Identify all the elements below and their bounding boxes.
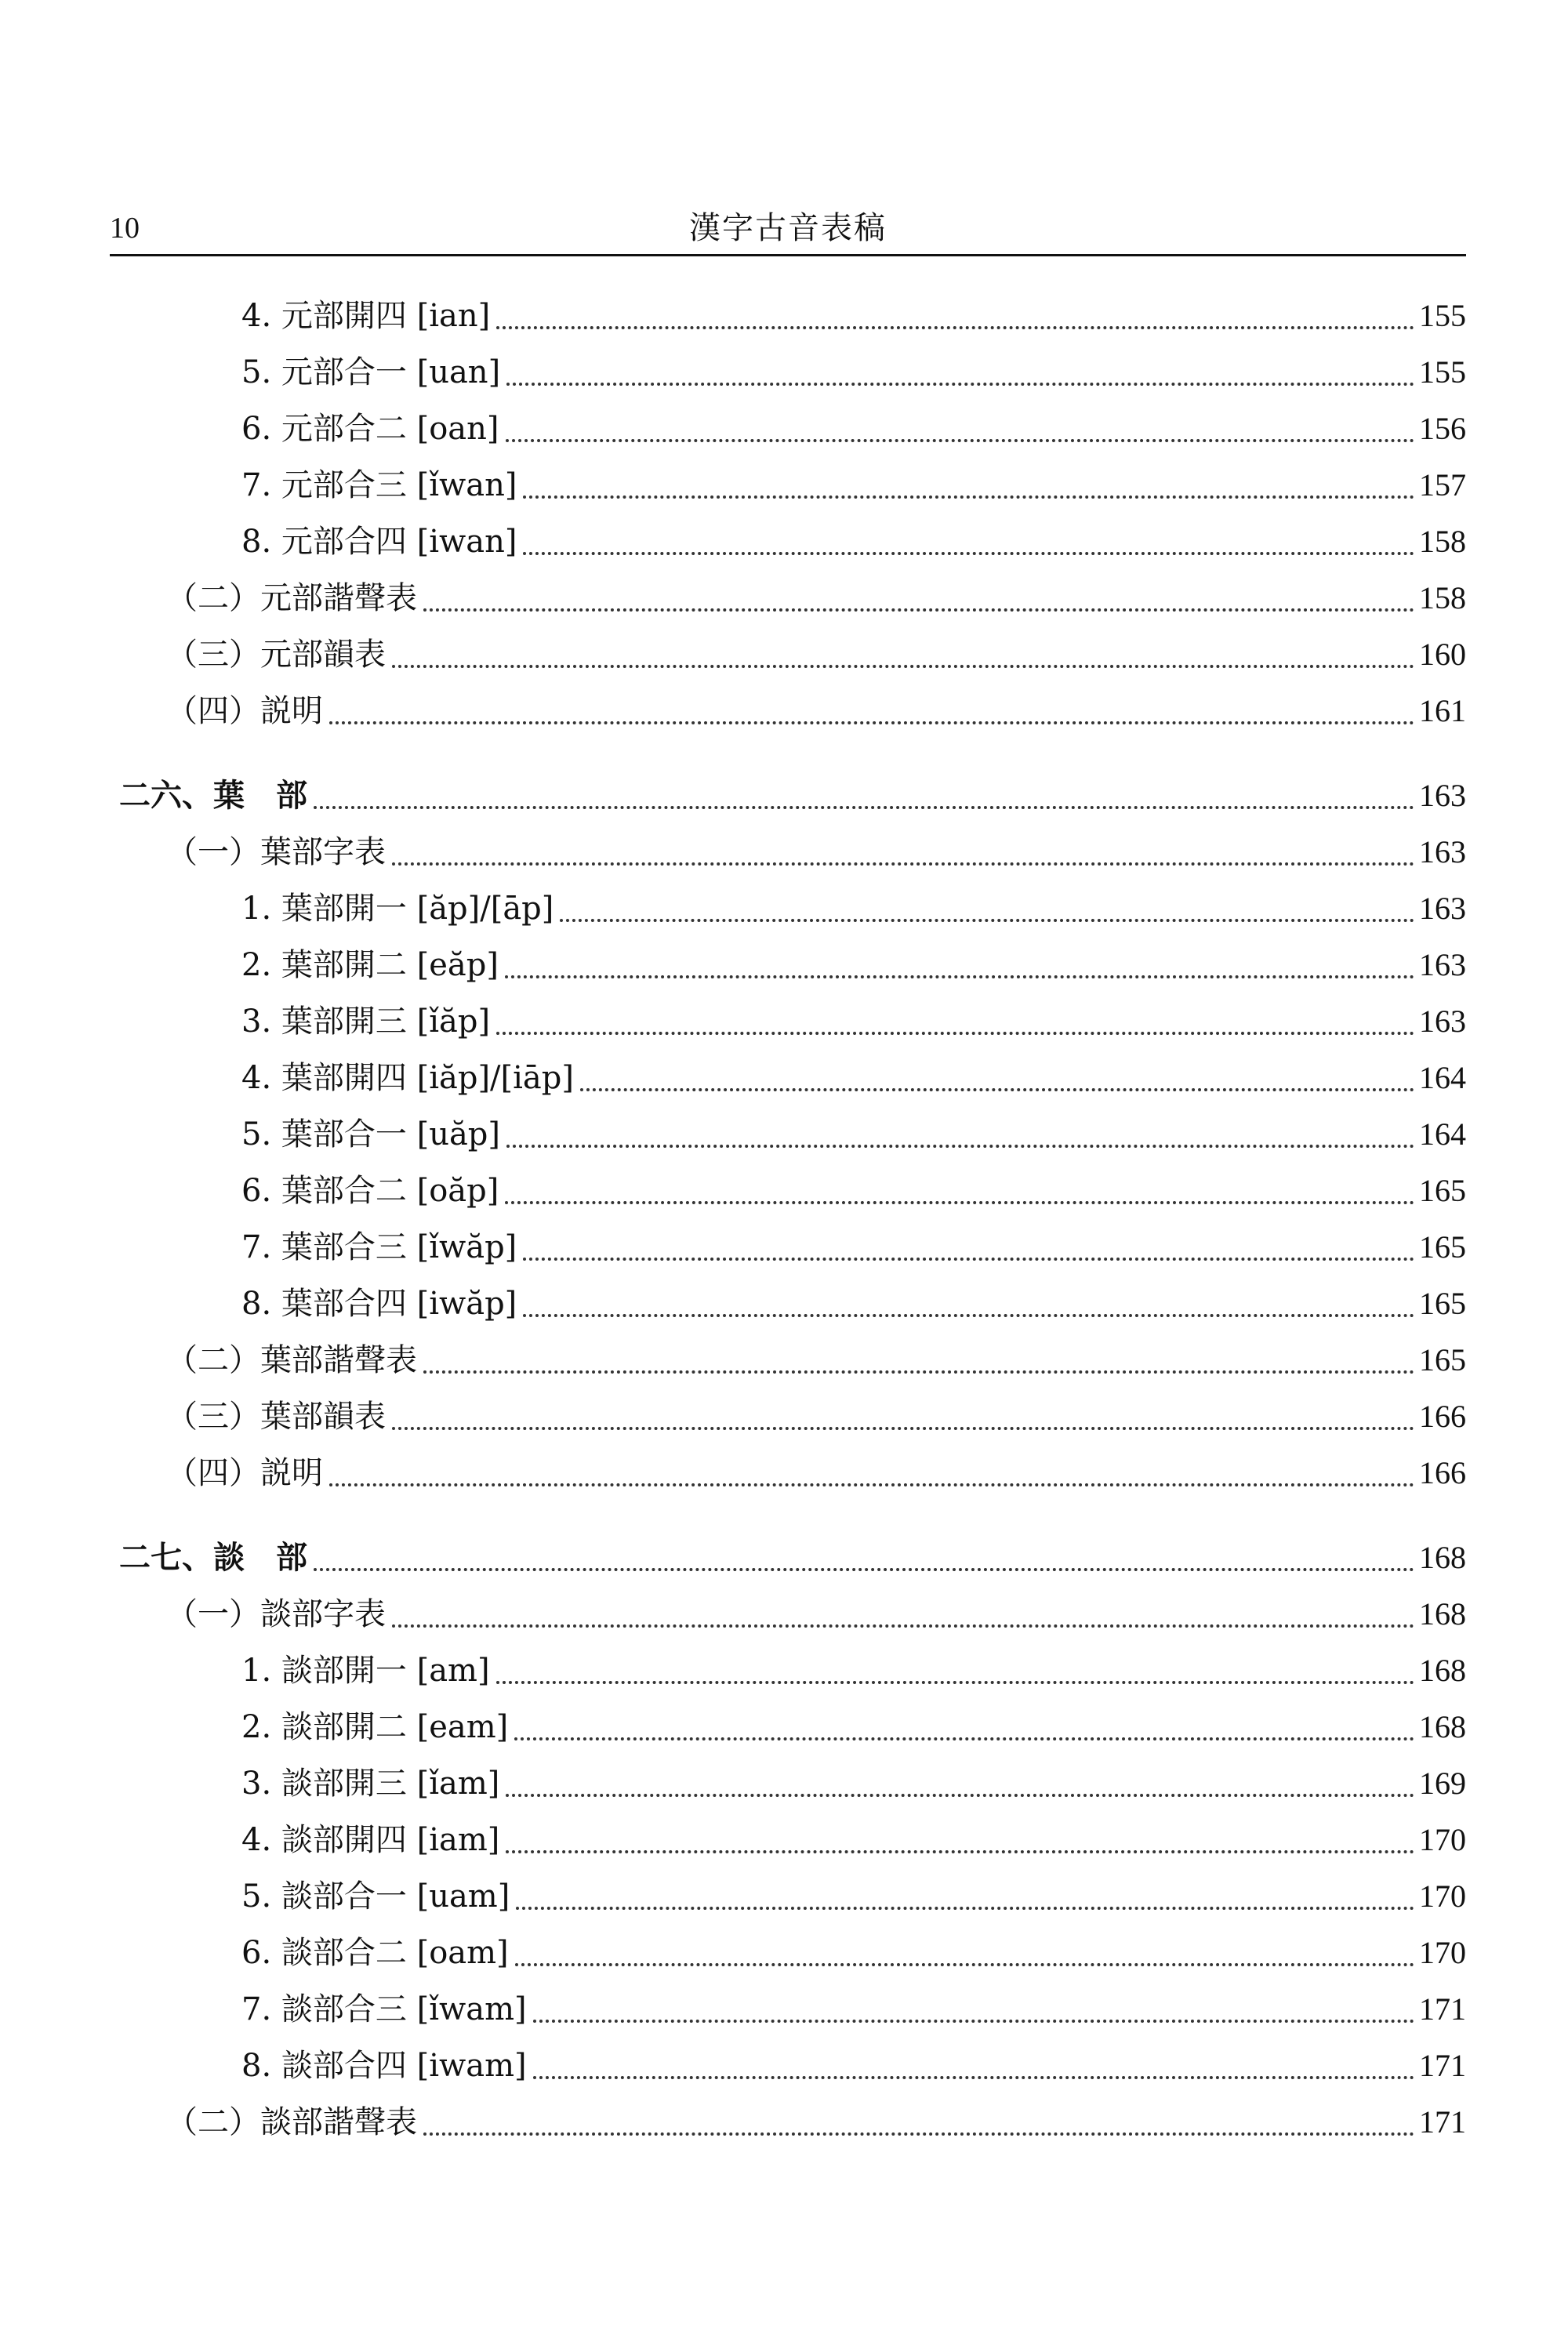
- toc-entry-label: 2. 葉部開二 [eăp]: [241, 947, 499, 983]
- toc-entry-label: 6. 葉部合二 [oăp]: [241, 1173, 499, 1209]
- toc-entry-label: 8. 元部合四 [iwan]: [241, 524, 517, 560]
- toc-entry-label: （二）談部諧聲表: [166, 2104, 417, 2140]
- toc-entry[interactable]: [166, 828, 1466, 877]
- toc-entry-label: 4. 談部開四 [iam]: [241, 1822, 500, 1858]
- dot-leader: [523, 1314, 1414, 1317]
- toc-entry-page: 171: [1419, 2104, 1466, 2140]
- toc-entry[interactable]: [241, 1985, 1466, 2034]
- toc-entry-label: 8. 談部合四 [iwam]: [241, 2048, 527, 2084]
- dot-leader: [329, 721, 1414, 724]
- toc-entry-page: 164: [1419, 1116, 1466, 1152]
- toc-entry-label: 3. 談部開三 [ǐam]: [241, 1766, 500, 1802]
- toc-entry-page: 165: [1419, 1286, 1466, 1321]
- toc-entry[interactable]: [166, 630, 1466, 679]
- toc-entry[interactable]: [166, 574, 1466, 622]
- dot-leader: [496, 326, 1414, 329]
- dot-leader: [496, 1681, 1414, 1684]
- dot-leader: [515, 1963, 1414, 1966]
- toc-entry[interactable]: [241, 1816, 1466, 1864]
- toc-entry-page: 158: [1419, 580, 1466, 615]
- toc-entry[interactable]: [241, 1872, 1466, 1921]
- toc-entry-page: 165: [1419, 1173, 1466, 1208]
- toc-entry[interactable]: [166, 687, 1466, 735]
- dot-leader: [514, 1737, 1414, 1740]
- toc-entry[interactable]: [241, 348, 1466, 397]
- toc-entry-label: 8. 葉部合四 [iwăp]: [241, 1286, 517, 1322]
- toc-entry[interactable]: [241, 1929, 1466, 1977]
- toc-entry-label: （四）説明: [166, 693, 323, 729]
- toc-entry-label: 二六、葉 部: [119, 777, 307, 814]
- toc-entry[interactable]: [166, 1449, 1466, 1497]
- toc-entry[interactable]: [166, 1392, 1466, 1441]
- dot-leader: [505, 1201, 1414, 1204]
- toc-entry-label: 5. 元部合一 [uan]: [241, 354, 501, 390]
- toc-entry-label: （一）談部字表: [166, 1596, 386, 1632]
- dot-leader: [506, 383, 1414, 386]
- toc-entry[interactable]: [241, 1759, 1466, 1808]
- toc-entry-page: 168: [1419, 1596, 1466, 1632]
- dot-leader: [523, 552, 1414, 555]
- toc-entry[interactable]: [241, 461, 1466, 510]
- toc-entry-label: 6. 談部合二 [oam]: [241, 1935, 509, 1971]
- toc-entry-page: 160: [1419, 637, 1466, 672]
- dot-leader: [560, 919, 1414, 922]
- toc-entry[interactable]: [241, 1054, 1466, 1102]
- toc-entry-label: 4. 元部開四 [ian]: [241, 298, 491, 334]
- toc-entry-label: 1. 葉部開一 [ăp]/[āp]: [241, 891, 554, 927]
- toc-entry-label: 3. 葉部開三 [ǐăp]: [241, 1004, 491, 1040]
- toc-entry-page: 164: [1419, 1060, 1466, 1095]
- toc-entry-page: 170: [1419, 1822, 1466, 1857]
- toc-entry-label: 4. 葉部開四 [iăp]/[iāp]: [241, 1060, 574, 1096]
- toc-entry[interactable]: [241, 1703, 1466, 1751]
- toc-entry[interactable]: [241, 1279, 1466, 1328]
- dot-leader: [533, 2076, 1414, 2079]
- toc-entry-page: 169: [1419, 1766, 1466, 1801]
- dot-leader: [506, 1850, 1414, 1853]
- dot-leader: [533, 2020, 1414, 2023]
- toc-entry-label: 5. 葉部合一 [uăp]: [241, 1116, 501, 1152]
- toc-entry[interactable]: [241, 292, 1466, 340]
- toc-entry[interactable]: [241, 1646, 1466, 1695]
- toc-entry-label: 6. 元部合二 [oan]: [241, 411, 499, 447]
- dot-leader: [392, 862, 1414, 866]
- dot-leader: [505, 975, 1414, 978]
- toc-entry[interactable]: [241, 997, 1466, 1046]
- dot-leader: [314, 806, 1414, 809]
- toc-entry-label: （三）元部韻表: [166, 637, 386, 673]
- toc-entry-page: 163: [1419, 947, 1466, 982]
- toc-entry-page: 163: [1419, 778, 1466, 813]
- toc-entry-label: 7. 談部合三 [ǐwam]: [241, 1991, 527, 2027]
- toc-entry[interactable]: [241, 1167, 1466, 1215]
- dot-leader: [392, 1624, 1414, 1628]
- dot-leader: [314, 1568, 1414, 1571]
- toc-entry[interactable]: [241, 517, 1466, 566]
- toc-entry-page: 161: [1419, 693, 1466, 728]
- toc-entry[interactable]: [241, 941, 1466, 989]
- toc-entry-page: 166: [1419, 1455, 1466, 1490]
- toc-entry-page: 163: [1419, 834, 1466, 869]
- toc-entry-page: 158: [1419, 524, 1466, 559]
- toc-entry-page: 170: [1419, 1878, 1466, 1914]
- toc-entry-page: 157: [1419, 467, 1466, 503]
- toc-entry-label: 7. 元部合三 [ǐwan]: [241, 467, 517, 503]
- toc-entry-label: 1. 談部開一 [am]: [241, 1653, 490, 1689]
- toc-entry-label: 7. 葉部合三 [ǐwăp]: [241, 1229, 517, 1265]
- toc-entry[interactable]: [241, 1223, 1466, 1272]
- toc-entry[interactable]: [166, 2098, 1466, 2147]
- dot-leader: [506, 439, 1415, 442]
- toc-entry-page: 170: [1419, 1935, 1466, 1970]
- toc-part-heading[interactable]: [119, 1534, 1466, 1582]
- toc-entry-label: （三）葉部韻表: [166, 1399, 386, 1435]
- toc-entry-page: 168: [1419, 1540, 1466, 1575]
- dot-leader: [423, 2132, 1414, 2136]
- toc-entry-page: 155: [1419, 354, 1466, 390]
- toc-entry-label: 5. 談部合一 [uam]: [241, 1878, 510, 1915]
- dot-leader: [506, 1794, 1414, 1797]
- dot-leader: [329, 1483, 1414, 1486]
- toc-part-heading[interactable]: [119, 771, 1466, 820]
- toc-entry-label: 2. 談部開二 [eam]: [241, 1709, 509, 1745]
- toc-entry-page: 163: [1419, 1004, 1466, 1039]
- dot-leader: [423, 608, 1414, 612]
- toc-entry-label: （二）葉部諧聲表: [166, 1342, 417, 1378]
- toc-entry[interactable]: [241, 1110, 1466, 1159]
- toc-entry-page: 166: [1419, 1399, 1466, 1434]
- toc-entry-label: （一）葉部字表: [166, 834, 386, 870]
- toc-entry-label: 二七、談 部: [119, 1539, 307, 1576]
- toc-entry[interactable]: [166, 1590, 1466, 1639]
- toc-entry-page: 155: [1419, 298, 1466, 333]
- toc-entry-page: 168: [1419, 1709, 1466, 1744]
- book-title: 漢字古音表稿: [689, 210, 887, 246]
- page-header: [110, 205, 1466, 256]
- dot-leader: [392, 1427, 1414, 1430]
- toc-entry[interactable]: [241, 884, 1466, 933]
- toc-entry[interactable]: [241, 405, 1466, 453]
- toc-entry-page: 171: [1419, 1991, 1466, 2027]
- toc-entry[interactable]: [241, 2042, 1466, 2090]
- toc-entry-page: 165: [1419, 1229, 1466, 1265]
- toc-entry-page: 156: [1419, 411, 1466, 446]
- toc-entry-page: 163: [1419, 891, 1466, 926]
- dot-leader: [516, 1907, 1414, 1910]
- dot-leader: [423, 1370, 1414, 1374]
- page-number: 10: [110, 212, 140, 245]
- dot-leader: [506, 1145, 1414, 1148]
- toc-entry-page: 165: [1419, 1342, 1466, 1377]
- dot-leader: [580, 1088, 1414, 1091]
- dot-leader: [496, 1032, 1414, 1035]
- toc-entry-label: （二）元部諧聲表: [166, 580, 417, 616]
- dot-leader: [523, 1258, 1414, 1261]
- toc-entry[interactable]: [166, 1336, 1466, 1385]
- toc-entry-page: 171: [1419, 2048, 1466, 2083]
- toc-entry-page: 168: [1419, 1653, 1466, 1688]
- toc-entry-label: （四）説明: [166, 1455, 323, 1491]
- dot-leader: [523, 495, 1414, 499]
- dot-leader: [392, 665, 1414, 668]
